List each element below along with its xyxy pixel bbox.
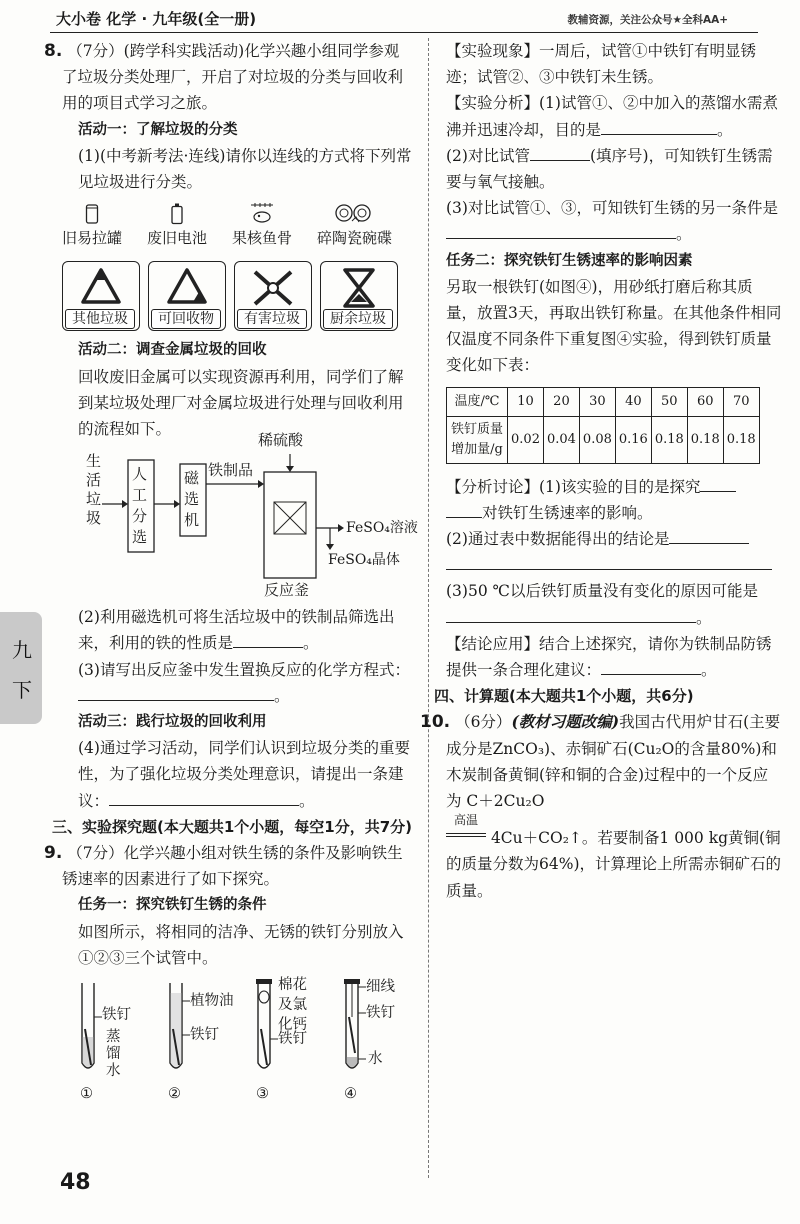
q9-number: 9.: [44, 843, 63, 864]
tube4-nail-label: 铁钉: [366, 1005, 395, 1022]
side-tab-line2: 下: [12, 678, 32, 702]
flow-product: 铁制品: [208, 461, 254, 480]
table-cell: 0.18: [651, 416, 687, 463]
answer-blank[interactable]: [700, 475, 736, 492]
q10-stem: 10. （6分）(教材习题改编)我国古代用炉甘石(主要成分是ZnCO₃)、赤铜矿石(Cu₂O的含量80%)和木炭制备黄铜(锌和铜的合金)过程中的一个反应为 C＋2Cu₂O 高温 4Cu＋CO₂↑。若要制备1 000 kg黄铜(铜的质量分数为64%)，计算理论上所需赤铜矿石的质量。: [420, 712, 781, 900]
q8-part2: (2)利用磁选机可将生活垃圾中的铁制品筛选出来，利用的铁的性质是 。: [78, 608, 395, 653]
flow-out2: FeSO₄晶体: [328, 552, 400, 569]
tube3-top-label: 棉花及氯化钙: [278, 977, 307, 1034]
recycle-icon: [161, 266, 213, 310]
table-header-temp: 温度/℃: [447, 387, 508, 416]
table-cell: 60: [687, 387, 723, 416]
q9-task1-text: 如图所示，将相同的洁净、无锈的铁钉分别放入①②③三个试管中。: [78, 922, 404, 967]
table-cell: 0.18: [723, 416, 759, 463]
item-fishbone-label: 果核鱼骨: [231, 229, 292, 248]
page-number: 48: [60, 1170, 91, 1195]
tube1-water-label: 蒸馏水: [106, 1029, 121, 1080]
test-tubes-figure: [62, 977, 414, 1107]
table-row: [447, 416, 760, 463]
item-can-label: 旧易拉罐: [62, 229, 123, 248]
table-cell: 0.16: [615, 416, 651, 463]
book-title: 大小卷 化学 · 九年级(全一册): [56, 10, 257, 28]
answer-blank[interactable]: [446, 501, 482, 518]
item-can: [62, 199, 122, 251]
table-cell: 0.02: [508, 416, 544, 463]
answer-blank[interactable]: [233, 631, 303, 648]
q8-part1: (1)(中考新考法·连线)请你以连线的方式将下列常见垃圾进行分类。: [78, 146, 412, 192]
table-cell: 20: [543, 387, 579, 416]
recycling-flowchart: [62, 431, 418, 604]
table-cell: 0.04: [543, 416, 579, 463]
item-fishbone: [232, 199, 292, 251]
tube3-nail-label: 铁钉: [278, 1031, 307, 1048]
table-cell: 40: [615, 387, 651, 416]
q9-task2-title: 任务二：探究铁钉生锈速率的影响因素: [446, 252, 693, 269]
q9-discuss3: (3)50 ℃以后铁钉质量没有变化的原因可能是。: [446, 582, 758, 627]
reaction-condition: 高温: [446, 814, 486, 840]
rust-data-table: [446, 387, 760, 464]
recycle-icon: [75, 266, 127, 310]
tube4-number: ④: [344, 1086, 357, 1103]
table-cell: 50: [651, 387, 687, 416]
bin-recyclable: [148, 261, 226, 331]
answer-blank[interactable]: [601, 658, 701, 675]
answer-blank[interactable]: [446, 553, 772, 570]
page-header: [0, 0, 800, 34]
q9-phenomenon: 【实验现象】一周后，试管①中铁钉有明显锈迹；试管②、③中铁钉未生锈。: [446, 42, 757, 87]
bin-hazardous-label: 有害垃圾: [237, 309, 307, 329]
tube2-number: ②: [168, 1086, 181, 1103]
can-icon: [85, 203, 99, 225]
q9-analysis1: 【实验分析】(1)试管①、②中加入的蒸馏水需煮沸并迅速冷却，目的是 。: [446, 94, 778, 139]
bin-other: [62, 261, 140, 331]
ceramics-icon: [332, 201, 376, 225]
item-ceramics: [317, 199, 392, 251]
bin-recyclable-label: 可回收物: [151, 309, 221, 329]
q8-stem-text: （7分）(跨学科实践活动)化学兴趣小组同学参观了垃圾分类处理厂，开启了对垃圾的分类与回收利用的项目式学习之旅。: [62, 42, 404, 113]
battery-icon: [170, 203, 184, 225]
flow-acid: 稀硫酸: [258, 431, 304, 450]
q9-discuss1: 【分析讨论】(1)该实验的目的是探究 对铁钉生锈速率的影响。: [446, 474, 782, 526]
answer-blank[interactable]: [446, 222, 676, 239]
q9-stem: [44, 840, 414, 892]
bin-kitchen: [320, 261, 398, 331]
item-battery: [147, 199, 207, 251]
answer-blank[interactable]: [601, 118, 717, 135]
tube1-number: ①: [80, 1086, 93, 1103]
table-cell: 10: [508, 387, 544, 416]
side-tab-line1: 九: [12, 638, 32, 662]
hazard-icon: [247, 266, 299, 310]
answer-blank[interactable]: [109, 789, 299, 806]
q8-part3: (3)请写出反应釜中发生置换反应的化学方程式：。: [78, 660, 410, 705]
flow-box2: 磁选机: [184, 469, 200, 530]
header-rule: [50, 32, 758, 33]
q9-task1-title: 任务一：探究铁钉生锈的条件: [78, 897, 267, 914]
q9-conclusion: 【结论应用】结合上述探究，请你为铁制品防锈提供一条合理化建议： 。: [446, 634, 772, 680]
table-cell: 30: [579, 387, 615, 416]
answer-blank[interactable]: [446, 606, 696, 623]
answer-blank[interactable]: [530, 144, 590, 161]
q8-activity1-title: 活动一：了解垃圾的分类: [78, 121, 238, 138]
table-row: [447, 387, 760, 416]
q9-analysis3: (3)对比试管①、③，可知铁钉生锈的另一条件是。: [446, 199, 778, 244]
tube2-oil-label: 植物油: [190, 993, 234, 1010]
tube4-water-label: 水: [368, 1051, 383, 1068]
q8-number: 8.: [44, 41, 63, 61]
flow-box1: 人工分选: [132, 465, 148, 547]
flow-out1: FeSO₄溶液: [346, 520, 418, 537]
section3-title: 三、实验探究题(本大题共1个小题，每空1分，共7分): [52, 817, 413, 836]
right-column: [420, 38, 782, 904]
q8-activity2-text: 回收废旧金属可以实现资源再利用，同学们了解到某垃圾处理厂对金属垃圾进行处理与回收利用的流程如下。: [78, 367, 404, 439]
answer-blank[interactable]: [669, 527, 749, 544]
garbage-bins: [62, 261, 398, 331]
bin-hazardous: [234, 261, 312, 331]
column-divider: [428, 38, 429, 1178]
table-cell: 0.08: [579, 416, 615, 463]
q9-analysis2: (2)对比试管 (填序号)，可知铁钉生锈需要与氧气接触。: [446, 143, 782, 195]
table-cell: 0.18: [687, 416, 723, 463]
hourglass-icon: [333, 266, 385, 310]
item-battery-label: 废旧电池: [146, 229, 207, 248]
tube3-number: ③: [256, 1086, 269, 1103]
garbage-items: [62, 199, 392, 251]
section4-title: 四、计算题(本大题共1个小题，共6分): [434, 687, 694, 706]
promo-text: 教辅资源，关注公众号★全科AA+: [567, 14, 728, 26]
q10-number: 10.: [420, 712, 451, 733]
flow-reactor: 反应釜: [264, 581, 310, 600]
bin-other-label: 其他垃圾: [65, 309, 135, 329]
fishbone-icon: [247, 201, 277, 225]
q9-task2-text: 另取一根铁钉(如图④)，用砂纸打磨后称其质量，放置3天，再取出铁钉称量。在其他条件相同仅温度不同条件下重复图④实验，得到铁钉质量变化如下表：: [446, 277, 782, 375]
q10-source-tag: (教材习题改编): [511, 712, 620, 732]
item-ceramics-label: 碎陶瓷碗碟: [316, 229, 392, 248]
q8-activity3-title: 活动三：践行垃圾的回收利用: [78, 714, 267, 731]
tube4-thread-label: 细线: [366, 979, 395, 996]
side-tab: [0, 612, 42, 724]
bin-kitchen-label: 厨余垃圾: [323, 309, 393, 329]
q8-activity2-title: 活动二：调查金属垃圾的回收: [78, 342, 267, 359]
q9-discuss2: (2)通过表中数据能得出的结论是: [446, 526, 782, 578]
tube2-nail-label: 铁钉: [190, 1027, 219, 1044]
q8-stem: [44, 38, 414, 117]
answer-blank[interactable]: [78, 684, 274, 701]
left-column: [44, 38, 418, 1107]
q9-stem-text: （7分）化学兴趣小组对铁生锈的条件及影响铁生锈速率的因素进行了如下探究。: [62, 844, 403, 889]
flow-source: 生活垃圾: [86, 452, 102, 528]
table-header-mass: 铁钉质量 增加量/g: [447, 416, 508, 463]
q8-part4: (4)通过学习活动，同学们认识到垃圾分类的重要性，为了强化垃圾分类处理意识，请提出一条建议： 。: [78, 739, 410, 810]
tube1-nail-label: 铁钉: [102, 1007, 131, 1024]
table-cell: 70: [723, 387, 759, 416]
